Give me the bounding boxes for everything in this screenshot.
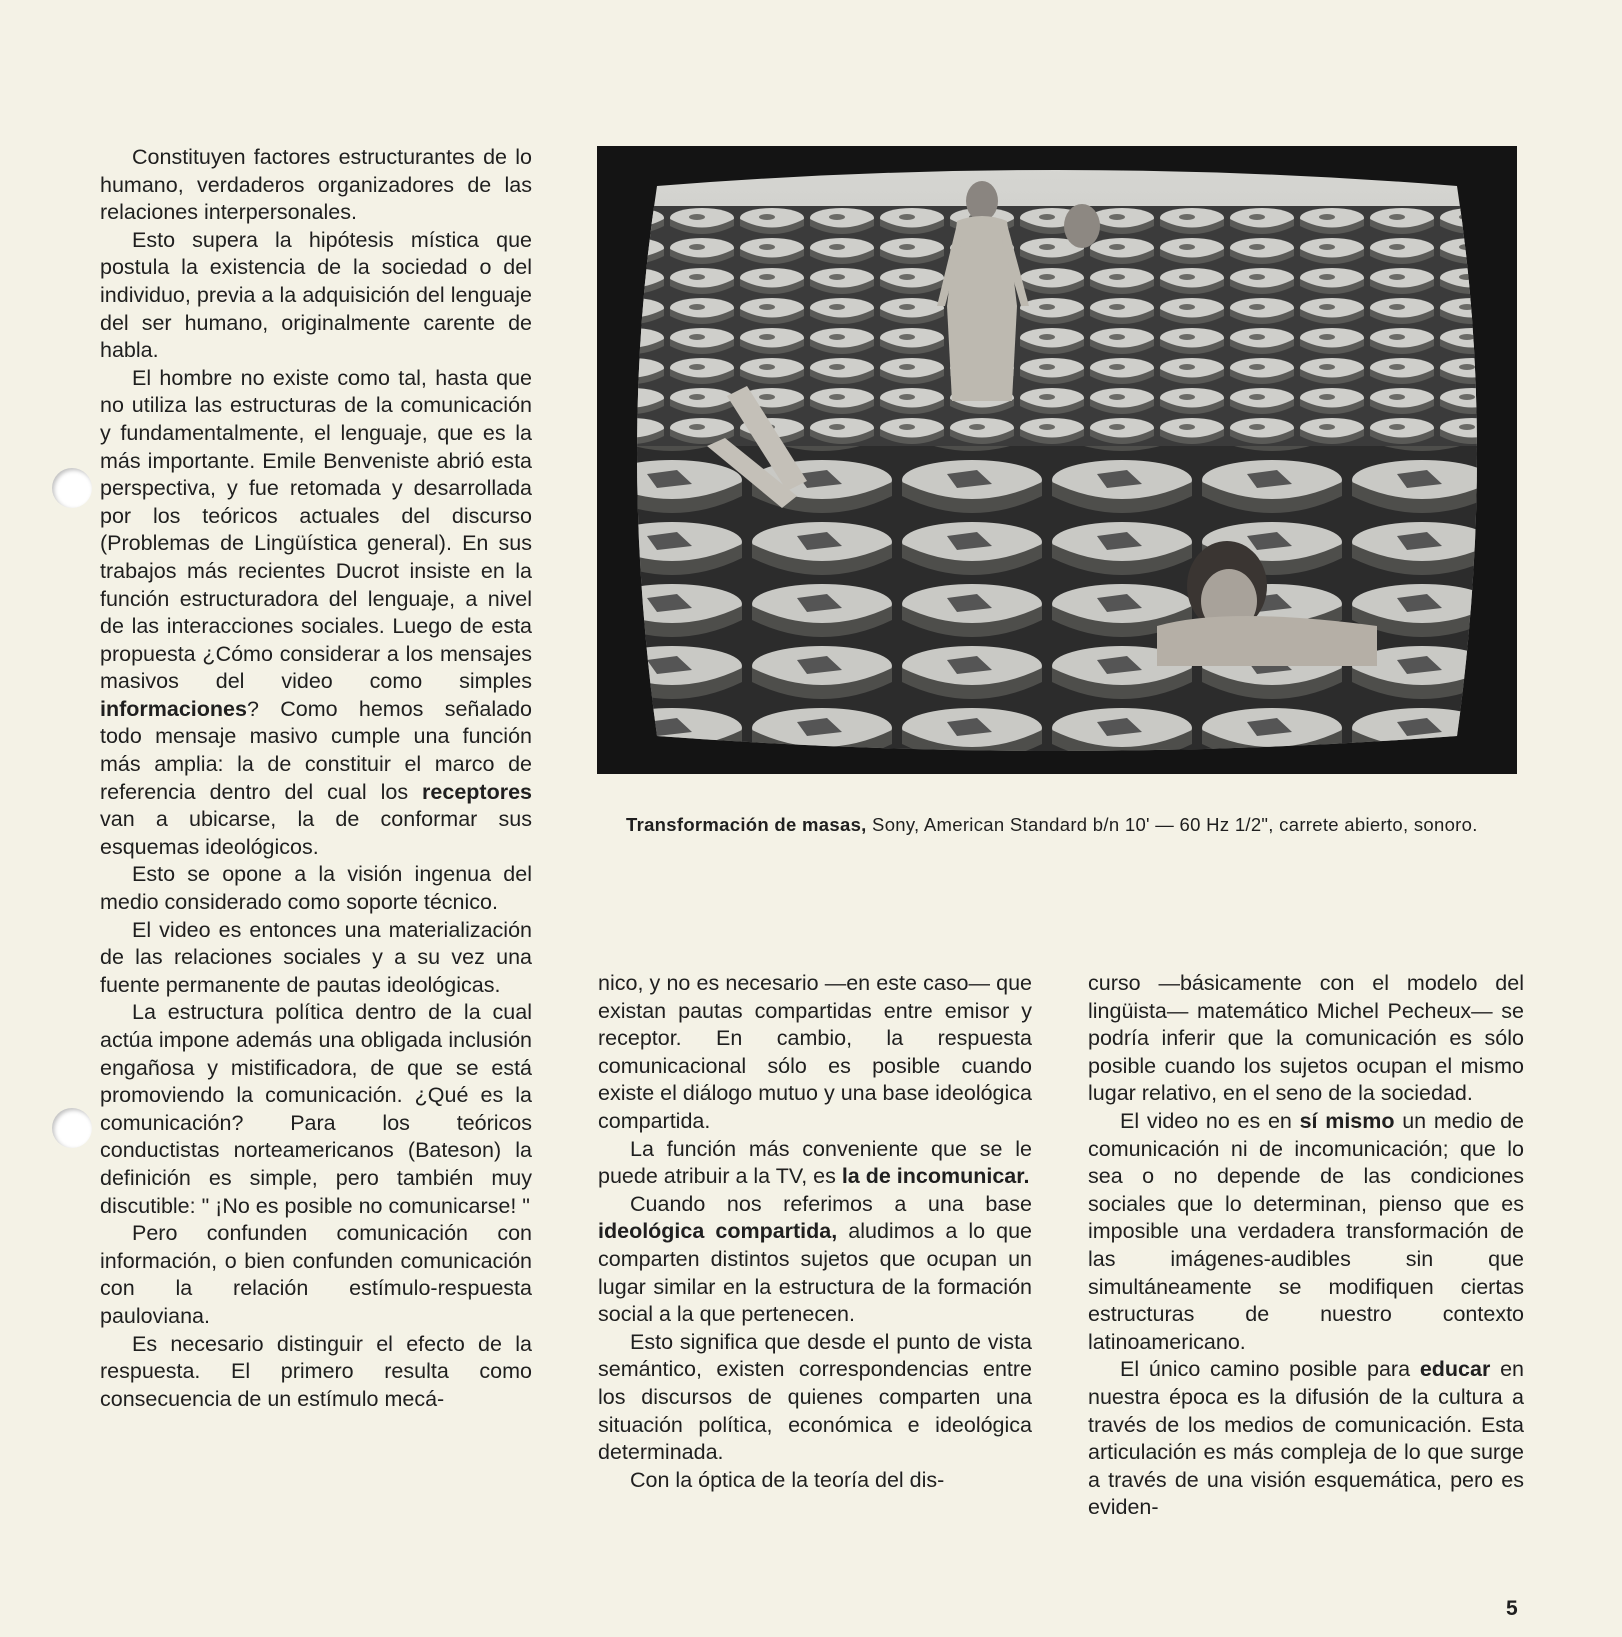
page-number: 5 — [1506, 1597, 1518, 1620]
paragraph: Esto supera la hipótesis mística que postula la existencia de la sociedad o del individuo, previa a la adquisición del lenguaje del ser humano, originalmente carente de habla. — [100, 227, 532, 363]
paragraph: nico, y no es necesario —en este caso— que existan pautas compartidas entre emisor y receptor. En cambio, la respuesta comunicacional sólo es posible cuando existe el diálogo mutuo y una base ideológica compartida. — [598, 971, 1032, 1133]
caption-title: Transformación de masas, — [626, 814, 867, 835]
paragraph: El video no es en sí mismo un medio de comunicación ni de incomunicación; que lo sea o no depende de las condiciones sociales que lo determinan, pienso que es imposible una verdadera transformación de las imágenes-audibles sin que simultáneamente se modifiquen ciertas estructuras de nuestro contexto latinoamericano. — [1088, 1108, 1525, 1354]
paragraph: Es necesario distinguir el efecto de la respuesta. El primero resulta como consecuencia de un estímulo mecá- — [100, 1331, 532, 1411]
paragraph: La estructura política dentro de la cual actúa impone además una obligada inclusión engañosa y mistificadora, de que se está promoviendo la comunicación. ¿Qué es la comunicación? Para los teóricos conductistas norteamericanos (Bateson) la definición es simple, pero también muy discutible: " ¡No es posible no comunicarse! " — [100, 1000, 532, 1218]
figure-background — [1064, 204, 1100, 248]
paragraph: Constituyen factores estructurantes de lo humano, verdaderos organizadores de las relaciones interpersonales. — [100, 145, 532, 225]
video-still-photo — [597, 146, 1517, 774]
binder-hole — [52, 468, 92, 508]
barrels-scene-image — [597, 146, 1517, 774]
paragraph: La función más conveniente que se le puede atribuir a la TV, es la de incomunicar. — [598, 1136, 1032, 1189]
text-column-middle — [598, 970, 1032, 1494]
paragraph: curso —básicamente con el modelo del lingüista— matemático Michel Pecheux— se podría inferir que la comunicación es sólo posible cuando los sujetos ocupan el mismo lugar relativo, en el seno de la sociedad. — [1088, 971, 1524, 1106]
text-column-left — [100, 144, 532, 1413]
paragraph: Pero confunden comunicación con información, o bien confunden comunicación con la relación estímulo-respuesta pauloviana. — [100, 1221, 532, 1328]
paragraph: El video es entonces una materialización de las relaciones sociales y a su vez una fuente permanente de pautas ideológicas. — [100, 917, 532, 997]
paragraph: El hombre no existe como tal, hasta que no utiliza las estructuras de la comunicación y fundamentalmente, el lenguaje, que es la más importante. Emile Benveniste abrió esta perspectiva, y fue retomada y desarrollada por los teóricos actuales del discurso (Problemas de Lingüística general). En sus trabajos más recientes Ducrot insiste en la función estructuradora del lenguaje, a nivel de las interacciones sociales. Luego de esta propuesta ¿Cómo considerar a los mensajes masivos del video como simples informaciones? Como hemos señalado todo mensaje masivo cumple una función más amplia: la de constituir el marco de referencia dentro del cual los receptores van a ubicarse, la de conformar sus esquemas ideológicos. — [100, 365, 532, 859]
paragraph: Con la óptica de la teoría del dis- — [630, 1467, 945, 1492]
paragraph: Esto significa que desde el punto de vista semántico, existen correspondencias entre los discursos de quienes comparten una situación política, económica e ideológica determinada. — [598, 1329, 1032, 1465]
text-column-right — [1088, 970, 1524, 1522]
photo-caption — [626, 811, 1488, 838]
binder-hole — [52, 1108, 92, 1148]
paragraph: Cuando nos referimos a una base ideológica compartida, aludimos a lo que comparten distintos sujetos que ocupan un lugar similar en la estructura de la formación social a la que pertenecen. — [598, 1191, 1032, 1327]
paragraph: Esto se opone a la visión ingenua del medio considerado como soporte técnico. — [100, 862, 532, 915]
paragraph: El único camino posible para educar en nuestra época es la difusión de la cultura a través de los medios de comunicación. Esta articulación es más compleja de lo que surge a través de una visión esquemática, pero es eviden- — [1088, 1357, 1525, 1520]
caption-details: Sony, American Standard b/n 10' — 60 Hz 1/2", carrete abierto, sonoro. — [866, 814, 1478, 835]
